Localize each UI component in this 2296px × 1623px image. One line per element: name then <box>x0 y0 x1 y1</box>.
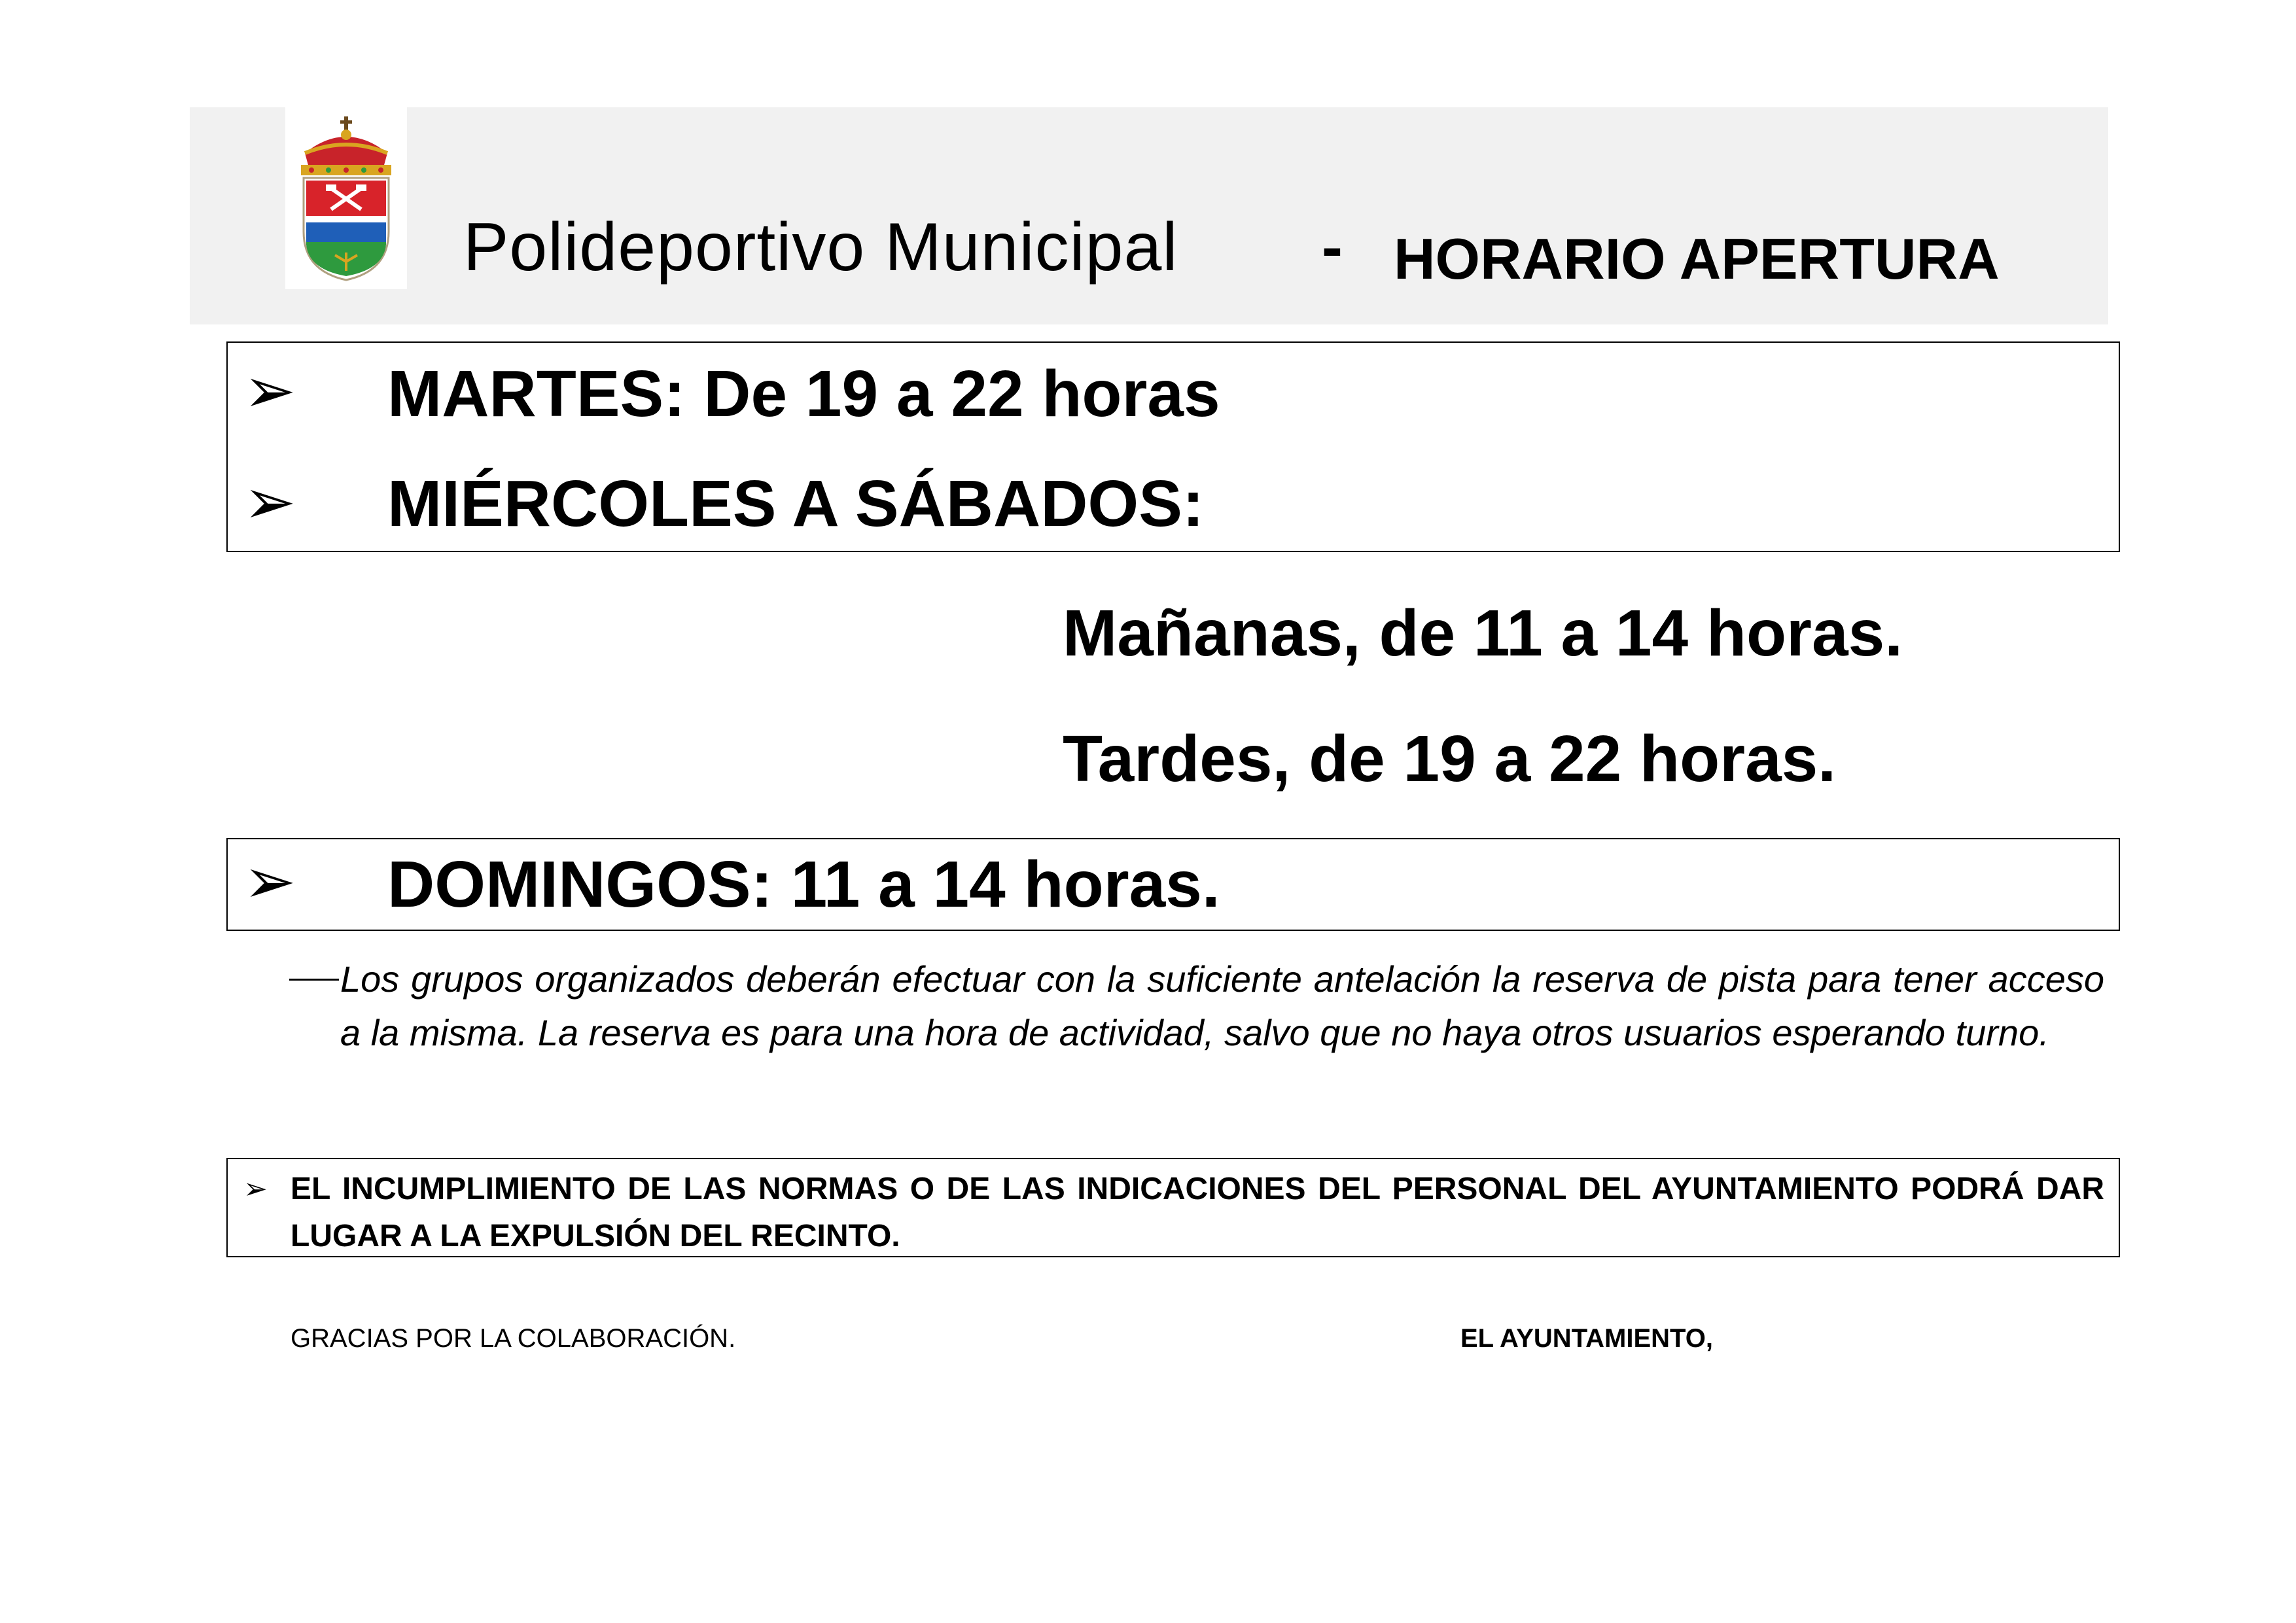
signature-text: EL AYUNTAMIENTO, <box>1460 1324 1713 1353</box>
schedule-domingos: DOMINGOS: 11 a 14 horas. <box>387 848 1220 921</box>
arrowhead-bullet-icon: ➢ <box>243 846 296 916</box>
note-dash <box>289 979 339 981</box>
arrowhead-bullet-icon: ➢ <box>243 1173 268 1205</box>
page-title: Polideportivo Municipal <box>463 209 1178 285</box>
schedule-mananas: Mañanas, de 11 a 14 horas. <box>1063 597 1903 670</box>
arrowhead-bullet-icon: ➢ <box>243 467 296 537</box>
coat-of-arms-icon <box>285 107 407 289</box>
warning-text: EL INCUMPLIMIENTO DE LAS NORMAS O DE LAS INDICACIONES DEL PERSONAL DEL AYUNTAMIENTO PODRÁ DAR LUGAR A LA EXPULSIÓN DEL RECINTO. <box>291 1172 2104 1253</box>
title-separator: - <box>1322 212 1343 282</box>
schedule-miercoles-sabados: MIÉRCOLES A SÁBADOS: <box>387 467 1205 540</box>
thanks-text: GRACIAS POR LA COLABORACIÓN. <box>291 1324 736 1353</box>
arrowhead-bullet-icon: ➢ <box>243 356 296 426</box>
schedule-tardes: Tardes, de 19 a 22 horas. <box>1063 722 1837 795</box>
page-subtitle: HORARIO APERTURA <box>1394 226 2000 291</box>
reservation-note: Los grupos organizados deberán efectuar con la suficiente antelación la reserva de pista para tener acceso a la misma. La reserva es para una hora de actividad, salvo que no haya otros usuarios esperando turno. <box>340 958 2104 1053</box>
schedule-martes: MARTES: De 19 a 22 horas <box>387 357 1220 430</box>
